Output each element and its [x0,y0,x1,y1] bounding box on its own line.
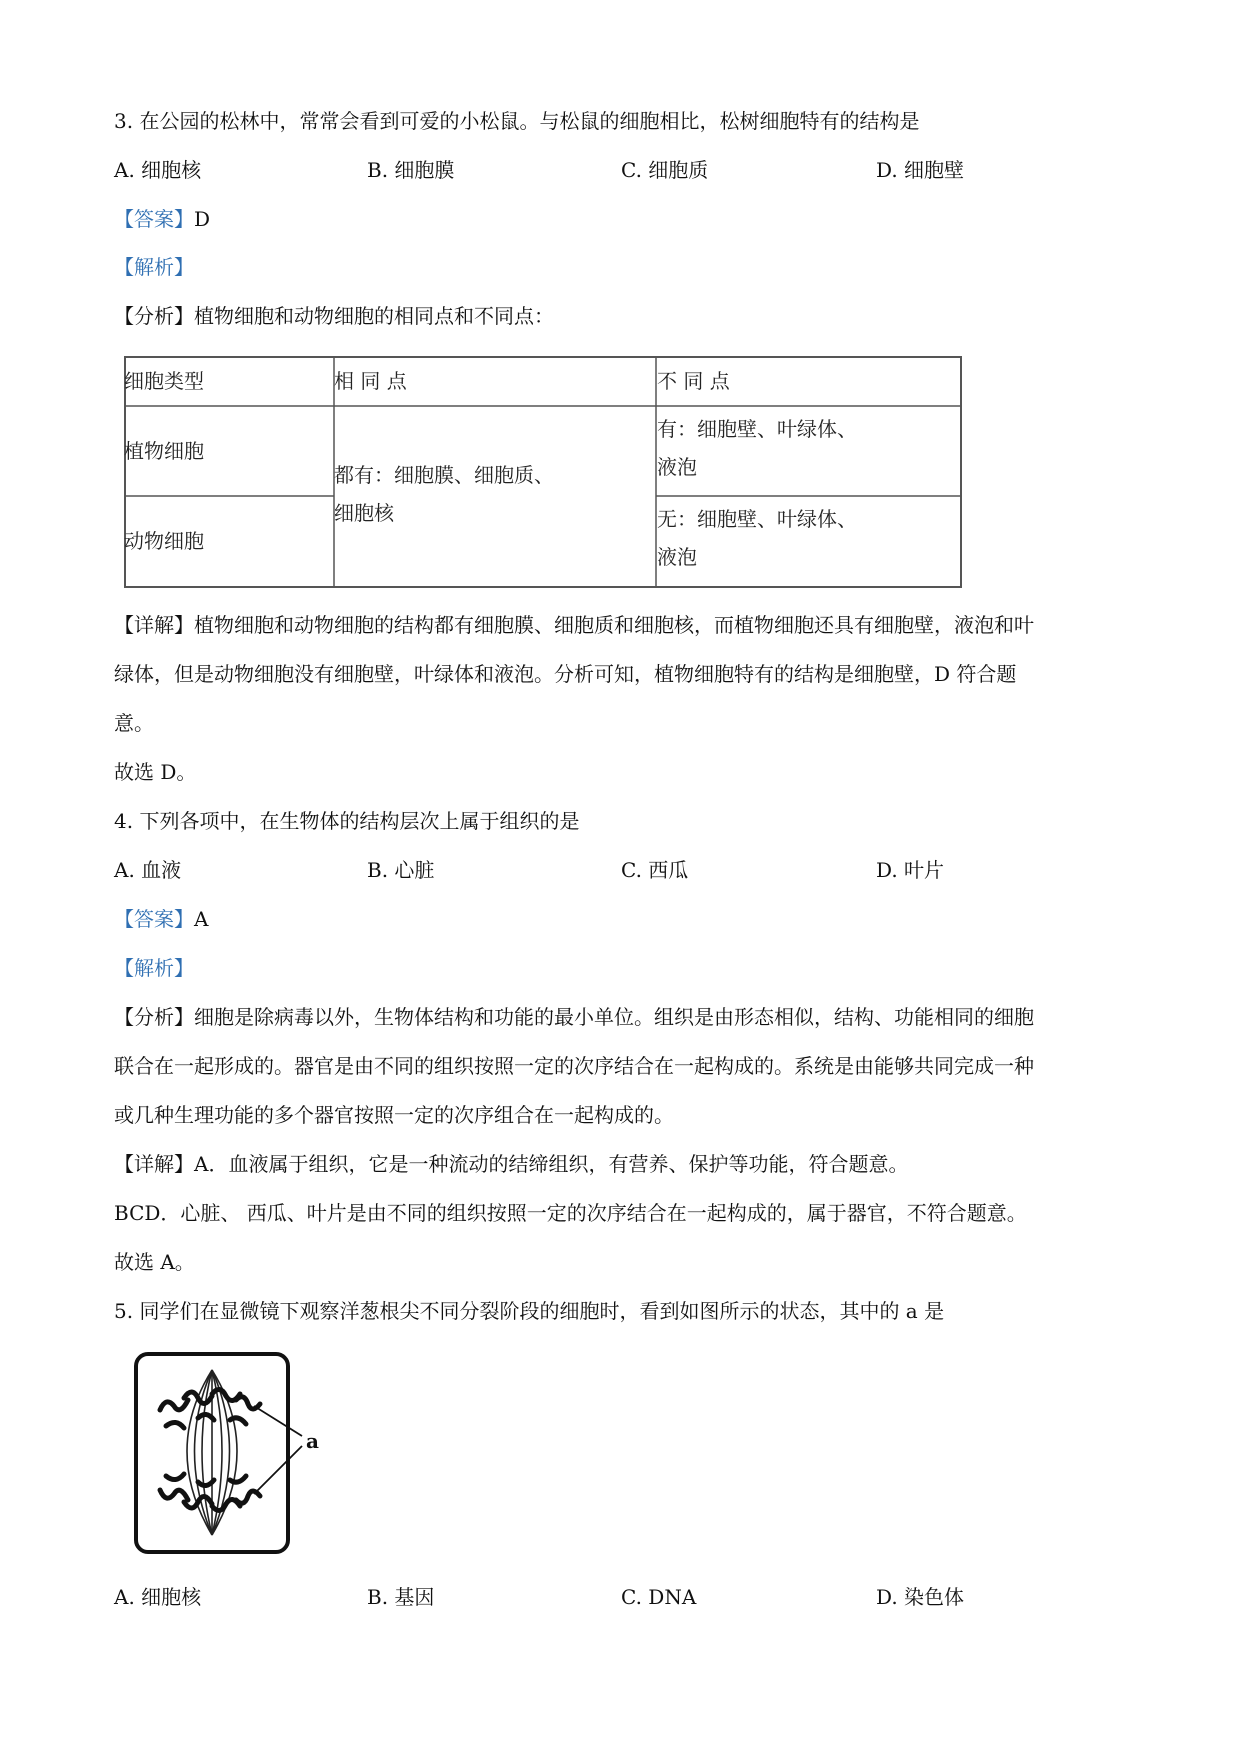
q4-option-a: A. 血液 [114,858,182,882]
fenxi-tag: 【分析】 [114,304,194,328]
q4-answer [114,906,208,932]
cell-comparison-table [124,356,962,588]
q4-option-c: C. 西瓜 [621,858,689,882]
q4-option-b: B. 心脏 [367,858,435,882]
q3-option-c: C. 细胞质 [621,158,709,182]
answer-value: D [194,207,211,231]
q4-fenxi-3: 或几种生理功能的多个器官按照一定的次序组合在一起构成的。 [114,1103,674,1127]
fenxi-text: 植物细胞和动物细胞的相同点和不同点： [194,304,554,328]
q5-option-c: C. DNA [621,1585,697,1609]
q3-option-a: A. 细胞核 [114,158,202,182]
jiexi-tag: 【解析】 [114,956,194,980]
header-cell-type: 细胞类型 [124,369,204,393]
row-animal-cell: 动物细胞 [124,529,204,553]
q3-option-b: B. 细胞膜 [367,158,455,182]
q5-option-a: A. 细胞核 [114,1585,202,1609]
q4-xiangjie-1 [114,1151,908,1177]
q3-fenxi [114,303,554,329]
answer-tag: 【答案】 [114,907,194,931]
common-line-2: 细胞核 [334,501,394,525]
q3-jiexi [114,254,194,280]
q3-answer [114,206,210,232]
q5-option-b: B. 基因 [367,1585,435,1609]
header-common: 相 同 点 [334,369,407,393]
q4-xiangjie-2: BCD．心脏、 西瓜、叶片是由不同的组织按照一定的次序结合在一起构成的，属于器官，不符合题意。 [114,1201,1027,1225]
plant-diff-line-2: 液泡 [657,455,697,479]
animal-diff-line-1: 无：细胞壁、叶绿体、 [657,507,857,531]
fenxi-text-1: 细胞是除病毒以外，生物体结构和功能的最小单位。组织是由形态相似，结构、功能相同的细胞 [194,1005,1034,1029]
answer-tag: 【答案】 [114,207,194,231]
answer-value: A [194,907,209,931]
cell-division-figure [132,1350,362,1560]
q4-conclusion: 故选 A。 [114,1250,195,1274]
q4-fenxi-1 [114,1004,1034,1030]
q5-stem: 5. 同学们在显微镜下观察洋葱根尖不同分裂阶段的细胞时，看到如图所示的状态，其中的 a 是 [114,1299,945,1323]
header-difference: 不 同 点 [657,369,730,393]
row-plant-cell: 植物细胞 [124,439,204,463]
q4-stem: 4. 下列各项中，在生物体的结构层次上属于组织的是 [114,809,580,833]
common-line-1: 都有：细胞膜、细胞质、 [334,463,554,487]
q4-fenxi-2: 联合在一起形成的。器官是由不同的组织按照一定的次序结合在一起构成的。系统是由能够共同完成一种 [114,1054,1034,1078]
q3-option-d: D. 细胞壁 [876,158,965,182]
q3-xiangjie-2: 绿体，但是动物细胞没有细胞壁，叶绿体和液泡。分析可知，植物细胞特有的结构是细胞壁，D 符合题 [114,662,1017,686]
plant-diff-line-1: 有：细胞壁、叶绿体、 [657,417,857,441]
fenxi-tag: 【分析】 [114,1005,194,1029]
q4-option-d: D. 叶片 [876,858,945,882]
q5-option-d: D. 染色体 [876,1585,965,1609]
jiexi-tag: 【解析】 [114,255,194,279]
xiangjie-text-1: 植物细胞和动物细胞的结构都有细胞膜、细胞质和细胞核，而植物细胞还具有细胞壁，液泡和叶 [194,613,1034,637]
figure-label-a: a [306,1429,319,1453]
xiangjie-tag: 【详解】 [114,1152,194,1176]
xiangjie-text-1: A．血液属于组织，它是一种流动的结缔组织，有营养、保护等功能，符合题意。 [194,1152,909,1176]
q3-xiangjie-3: 意。 [114,711,154,735]
mitosis-diagram [132,1350,362,1560]
q3-stem: 3. 在公园的松林中，常常会看到可爱的小松鼠。与松鼠的细胞相比，松树细胞特有的结构是 [114,109,920,133]
animal-diff-line-2: 液泡 [657,545,697,569]
q4-jiexi [114,955,194,981]
q3-conclusion: 故选 D。 [114,760,197,784]
xiangjie-tag: 【详解】 [114,613,194,637]
q3-xiangjie-1 [114,612,1034,638]
